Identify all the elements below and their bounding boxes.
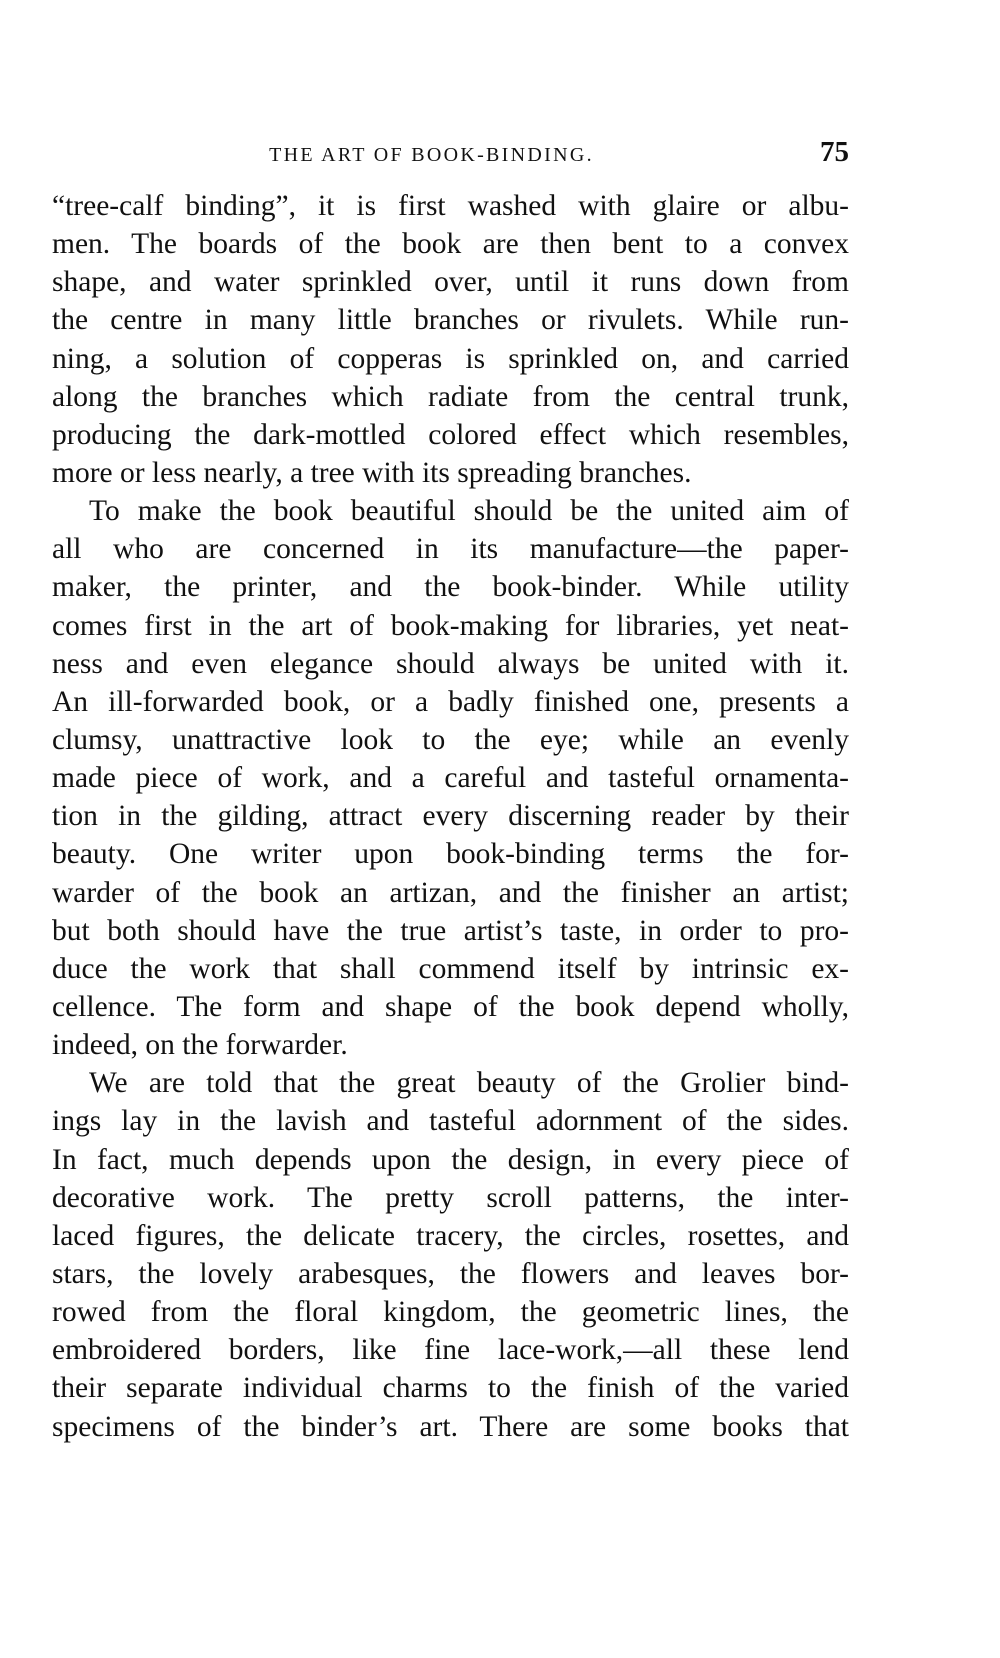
- text-line: producing the dark-mottled colored effect which resembles,: [52, 418, 849, 451]
- text-line: stars, the lovely arabesques, the flowers and leaves bor-: [52, 1257, 849, 1290]
- text-line: indeed, on the forwarder.: [52, 1029, 348, 1062]
- text-line: ness and even elegance should always be united with it.: [52, 647, 849, 680]
- paragraph-3: [52, 1064, 849, 1445]
- text-line: ning, a solution of copperas is sprinkled on, and carried: [52, 342, 849, 375]
- text-line: their separate individual charms to the finish of the varied: [52, 1372, 849, 1405]
- text-line: beauty. One writer upon book-binding terms the for-: [52, 838, 849, 871]
- text-line: To make the book beautiful should be the united aim of: [89, 495, 849, 528]
- text-line: maker, the printer, and the book-binder. While utility: [52, 571, 849, 604]
- text-line: duce the work that shall commend itself by intrinsic ex-: [52, 952, 849, 985]
- text-line: comes first in the art of book-making for libraries, yet neat-: [52, 609, 849, 642]
- running-title: THE ART OF BOOK-BINDING.: [269, 144, 594, 166]
- text-line: We are told that the great beauty of the Grolier bind-: [89, 1067, 849, 1100]
- text-line: rowed from the floral kingdom, the geometric lines, the: [52, 1296, 849, 1329]
- text-line: more or less nearly, a tree with its spreading branches.: [52, 456, 692, 489]
- page-number: 75: [820, 136, 849, 168]
- text-line: the centre in many little branches or rivulets. While run-: [52, 304, 849, 337]
- running-head: [52, 136, 849, 176]
- text-line: made piece of work, and a careful and tasteful ornamenta-: [52, 762, 849, 795]
- text-line: An ill-forwarded book, or a badly finished one, presents a: [52, 685, 849, 718]
- text-line: specimens of the binder’s art. There are some books that: [52, 1410, 849, 1443]
- text-line: laced figures, the delicate tracery, the circles, rosettes, and: [52, 1219, 849, 1252]
- body-text: [52, 187, 849, 1446]
- text-line: decorative work. The pretty scroll patterns, the inter-: [52, 1181, 849, 1214]
- text-line: all who are concerned in its manufacture—the paper-: [52, 533, 849, 566]
- text-line: clumsy, unattractive look to the eye; while an evenly: [52, 723, 849, 756]
- text-line: embroidered borders, like fine lace-work,—all these lend: [52, 1334, 849, 1367]
- text-line: In fact, much depends upon the design, in every piece of: [52, 1143, 849, 1176]
- text-line: men. The boards of the book are then bent to a convex: [52, 228, 849, 261]
- text-line: ings lay in the lavish and tasteful adornment of the sides.: [52, 1105, 849, 1138]
- text-line: tion in the gilding, attract every discerning reader by their: [52, 800, 849, 833]
- text-line: “tree-calf binding”, it is first washed with glaire or albu-: [52, 190, 849, 222]
- text-line: shape, and water sprinkled over, until it runs down from: [52, 266, 849, 299]
- text-line: warder of the book an artizan, and the finisher an artist;: [52, 876, 849, 909]
- paragraph-1: [52, 187, 849, 492]
- text-line: along the branches which radiate from the central trunk,: [52, 380, 849, 413]
- text-line: cellence. The form and shape of the book depend wholly,: [52, 990, 849, 1023]
- text-line: but both should have the true artist’s taste, in order to pro-: [52, 914, 849, 947]
- paragraph-2: [52, 492, 849, 1064]
